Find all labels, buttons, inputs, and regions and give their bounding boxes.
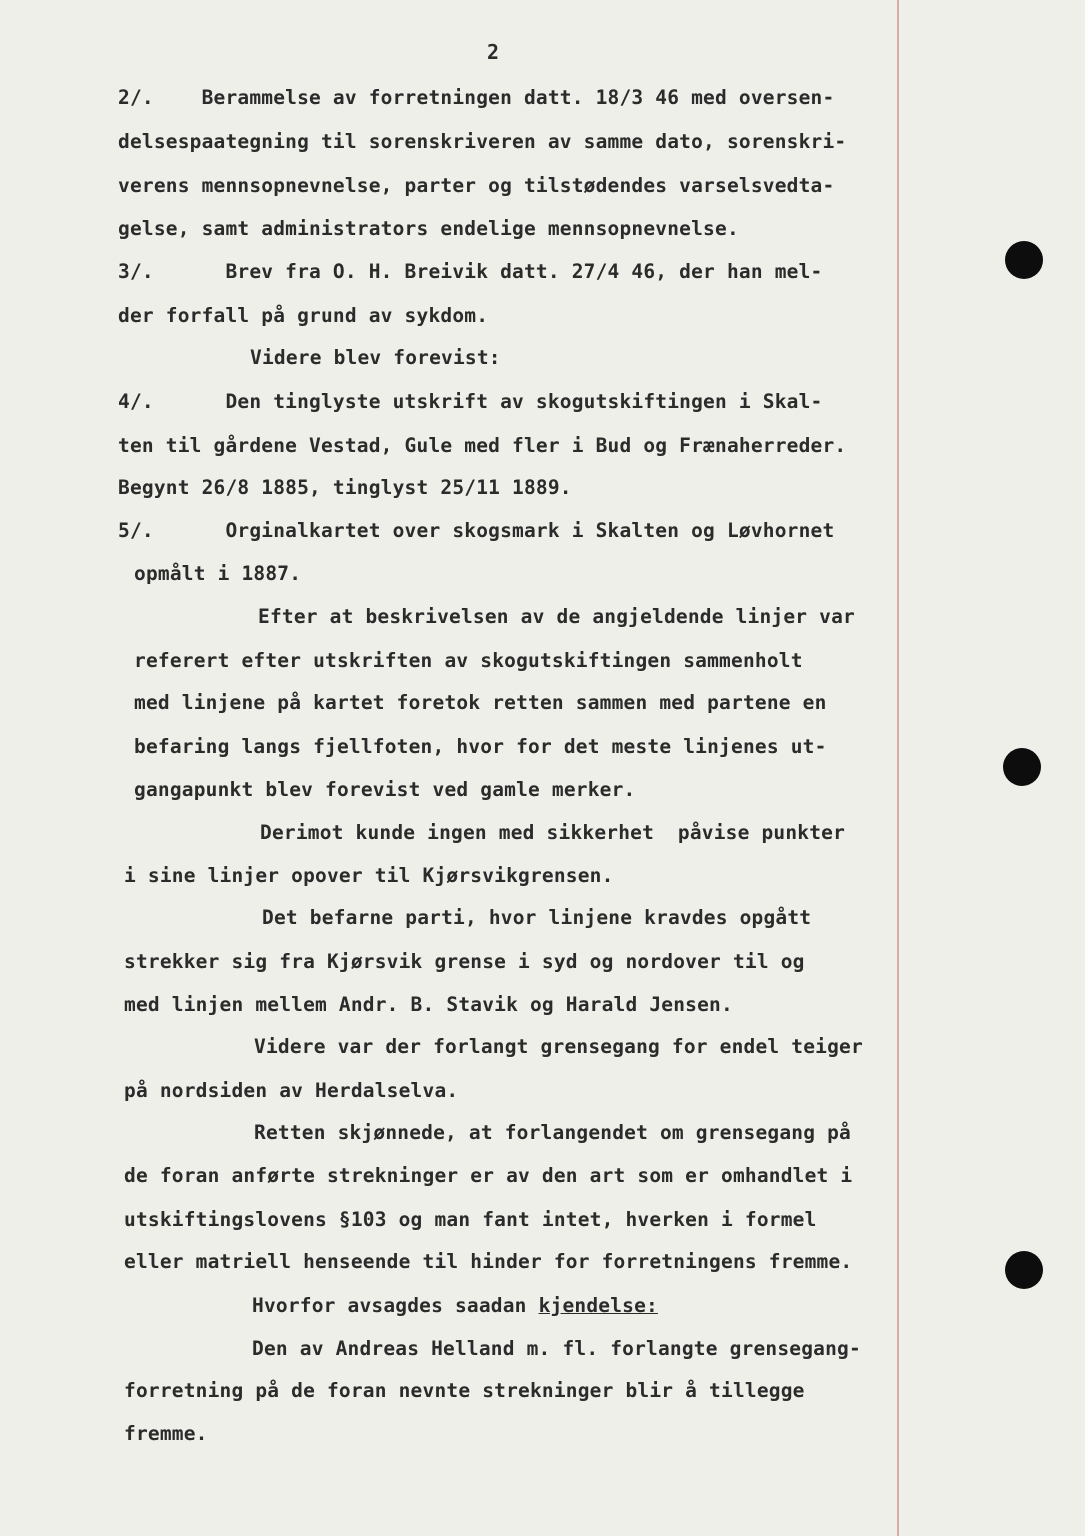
- text-line: med linjene på kartet foretok retten sammen med partene en: [134, 691, 827, 714]
- text-line: [252, 1296, 658, 1316]
- kjendelse-heading: kjendelse:: [538, 1294, 658, 1317]
- text-line: 5/. Orginalkartet over skogsmark i Skalten og Løvhornet: [118, 519, 835, 542]
- punch-hole: [1003, 748, 1041, 786]
- text-segment: Hvorfor avsagdes saadan: [252, 1294, 539, 1317]
- text-line: Begynt 26/8 1885, tinglyst 25/11 1889.: [118, 476, 572, 499]
- text-line: fremme.: [124, 1422, 208, 1445]
- text-line: delsespaategning til sorenskriveren av samme dato, sorenskri-: [118, 130, 847, 153]
- text-line: Videre blev forevist:: [250, 346, 501, 369]
- text-line: i sine linjer opover til Kjørsvikgrensen.: [124, 864, 614, 887]
- text-line: gelse, samt administrators endelige mennsopnevnelse.: [118, 217, 739, 240]
- text-line: Den av Andreas Helland m. fl. forlangte grensegang-: [252, 1337, 861, 1360]
- text-line: ten til gårdene Vestad, Gule med fler i Bud og Frænaherreder.: [118, 434, 847, 457]
- text-line: Det befarne parti, hvor linjene kravdes opgått: [262, 906, 812, 929]
- text-line: gangapunkt blev forevist ved gamle merker.: [134, 778, 636, 801]
- text-line: strekker sig fra Kjørsvik grense i syd og nordover til og: [124, 950, 805, 973]
- margin-line: [897, 0, 899, 1536]
- punch-hole: [1005, 1251, 1043, 1289]
- text-line: utskiftingslovens §103 og man fant intet, hverken i formel: [124, 1208, 817, 1231]
- text-line: med linjen mellem Andr. B. Stavik og Harald Jensen.: [124, 993, 733, 1016]
- text-line: de foran anførte strekninger er av den art som er omhandlet i: [124, 1164, 853, 1187]
- text-line: 2/. Berammelse av forretningen datt. 18/3 46 med oversen-: [118, 86, 835, 109]
- text-line: på nordsiden av Herdalselva.: [124, 1079, 459, 1102]
- page-number: 2: [487, 40, 500, 64]
- text-line: 4/. Den tinglyste utskrift av skogutskiftingen i Skal-: [118, 390, 823, 413]
- text-line: Retten skjønnede, at forlangendet om grensegang på: [254, 1121, 851, 1144]
- text-line: befaring langs fjellfoten, hvor for det meste linjenes ut-: [134, 735, 827, 758]
- text-line: eller matriell henseende til hinder for forretningens fremme.: [124, 1250, 853, 1273]
- text-line: opmålt i 1887.: [134, 562, 302, 585]
- text-line: forretning på de foran nevnte strekninger blir å tillegge: [124, 1379, 805, 1402]
- punch-hole: [1005, 241, 1043, 279]
- text-line: der forfall på grund av sykdom.: [118, 304, 489, 327]
- text-line: Videre var der forlangt grensegang for endel teiger: [254, 1035, 863, 1058]
- text-line: 3/. Brev fra O. H. Breivik datt. 27/4 46, der han mel-: [118, 260, 823, 283]
- text-line: verens mennsopnevnelse, parter og tilstødendes varselsvedta-: [118, 174, 835, 197]
- text-line: referert efter utskriften av skogutskiftingen sammenholt: [134, 649, 803, 672]
- text-line: Derimot kunde ingen med sikkerhet påvise punkter: [260, 821, 846, 844]
- text-line: Efter at beskrivelsen av de angjeldende linjer var: [258, 605, 855, 628]
